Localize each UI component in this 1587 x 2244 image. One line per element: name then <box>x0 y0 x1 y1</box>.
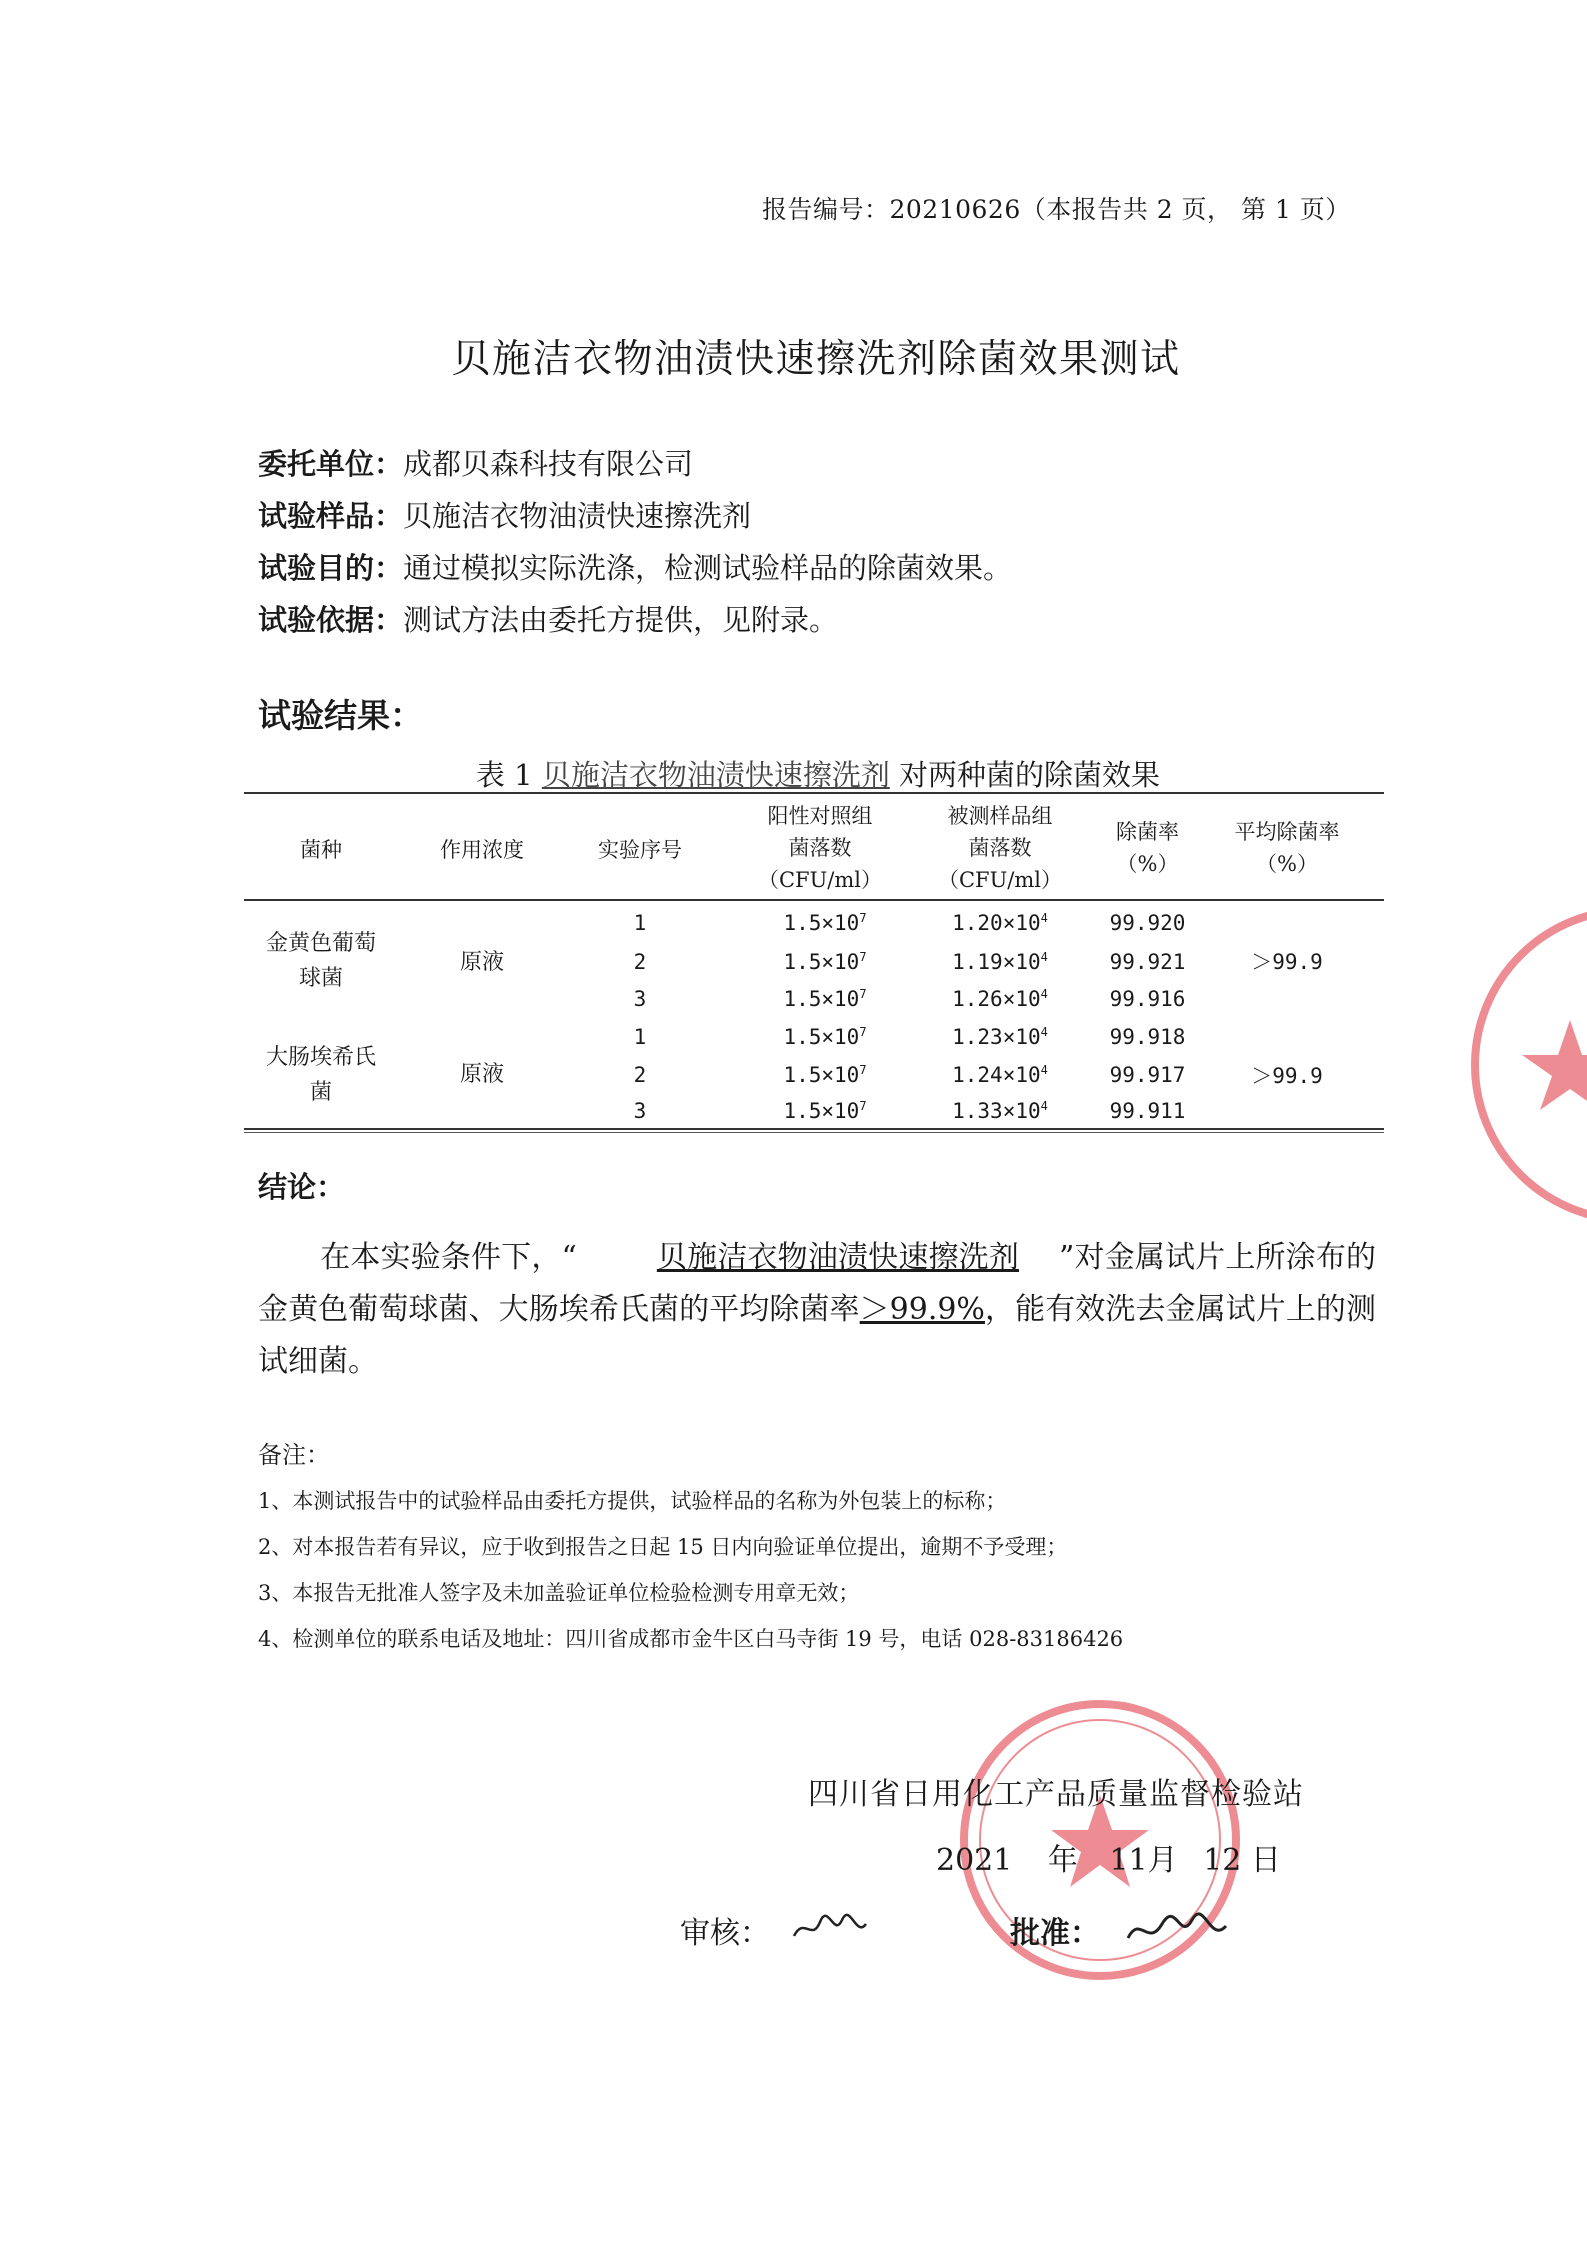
control-exp: 7 <box>859 1025 867 1039</box>
date-year-unit: 年 <box>1047 1843 1078 1878</box>
results-heading: 试验结果： <box>258 696 423 735</box>
conclusion-p1: 在本实验条件下，“ <box>320 1240 577 1275</box>
control-mantissa: 1.5×10 <box>783 1099 860 1123</box>
header-control-l1: 阳性对照组 <box>767 804 873 828</box>
row-rate: 99.918 <box>1109 1025 1186 1049</box>
approver-signature <box>1122 1908 1232 1954</box>
group-species <box>255 1040 387 1110</box>
group-concentration: 原液 <box>459 950 504 975</box>
info-key: 试验依据： <box>258 603 404 637</box>
row-rate: 99.917 <box>1109 1063 1186 1087</box>
group-concentration: 原液 <box>459 1062 504 1087</box>
header-rate-l2: （%） <box>1116 852 1179 876</box>
date-month: 11 <box>1109 1843 1148 1878</box>
sample-mantissa: 1.19×10 <box>952 950 1041 974</box>
row-seq: 1 <box>633 1025 647 1049</box>
info-row-sample <box>258 490 1012 542</box>
row-rate: 99.916 <box>1109 987 1186 1011</box>
conclusion-rate: ＞99.9% <box>859 1292 985 1327</box>
sample-exp: 4 <box>1040 1025 1048 1039</box>
caption-sample: 贝施洁衣物油渍快速擦洗剂 <box>541 758 890 792</box>
control-mantissa: 1.5×10 <box>783 987 860 1011</box>
note-item: 4、检测单位的联系电话及地址：四川省成都市金牛区白马寺街 19 号，电话 028-83186426 <box>258 1627 1124 1651</box>
row-seq: 2 <box>633 1063 647 1087</box>
sample-exp: 4 <box>1040 1099 1048 1113</box>
reviewer-signature <box>790 1908 870 1948</box>
row-control <box>745 1099 905 1123</box>
row-seq: 2 <box>633 950 647 974</box>
row-seq: 3 <box>633 987 647 1011</box>
date-month-unit: 月 <box>1147 1843 1178 1878</box>
note-item: 2、对本报告若有异议，应于收到报告之日起 15 日内向验证单位提出，逾期不予受理； <box>258 1535 1068 1559</box>
report-date <box>936 1835 1281 1879</box>
caption-suffix: 对两种菌的除菌效果 <box>899 758 1161 792</box>
table-caption <box>0 753 1587 794</box>
report-number: 报告编号：20210626（本报告共 2 页， 第 1 页） <box>762 195 1351 224</box>
signature-stroke <box>1128 1914 1226 1938</box>
info-key: 试验样品： <box>258 499 404 533</box>
group-avg: ＞99.9 <box>1251 1064 1323 1088</box>
sample-mantissa: 1.23×10 <box>952 1025 1041 1049</box>
header-rate <box>1095 816 1200 880</box>
reviewer-label: 审核： <box>680 1916 770 1951</box>
group-species <box>255 926 387 996</box>
date-day: 12 <box>1203 1843 1242 1878</box>
row-sample <box>920 987 1080 1011</box>
info-key: 试验目的： <box>258 551 404 585</box>
header-control <box>735 800 905 896</box>
group-species-l2: 菌 <box>309 1080 332 1105</box>
organization-name: 四川省日用化工产品质量监督检验站 <box>808 1777 1304 1812</box>
header-sample-l3: （CFU/ml） <box>937 868 1063 892</box>
note-item: 3、本报告无批准人签字及未加盖验证单位检验检测专用章无效； <box>258 1581 860 1605</box>
table-top-rule <box>244 792 1384 794</box>
note-item: 1、本测试报告中的试验样品由委托方提供，试验样品的名称为外包装上的标称； <box>258 1489 1007 1513</box>
header-seq: 实验序号 <box>598 838 682 862</box>
row-rate: 99.911 <box>1109 1099 1186 1123</box>
group-avg: ＞99.9 <box>1251 950 1323 974</box>
info-value: 贝施洁衣物油渍快速擦洗剂 <box>403 499 752 533</box>
reviewer-field <box>680 1908 870 1952</box>
control-exp: 7 <box>859 1099 867 1113</box>
row-rate: 99.920 <box>1109 911 1186 935</box>
header-avg <box>1212 816 1362 880</box>
header-avg-l1: 平均除菌率 <box>1234 820 1340 844</box>
sample-mantissa: 1.33×10 <box>952 1099 1041 1123</box>
conclusion-p2: ”对金属试片上所涂布的金黄色葡萄球菌、大肠埃希氏菌的平均除菌率 <box>258 1240 1377 1327</box>
header-rate-l1: 除菌率 <box>1116 820 1179 844</box>
row-control <box>745 911 905 935</box>
date-year: 2021 <box>936 1843 1013 1878</box>
row-sample <box>920 1099 1080 1123</box>
conclusion-heading: 结论： <box>258 1170 346 1204</box>
notes-heading: 备注： <box>258 1441 330 1469</box>
notes-block <box>258 1432 1123 1662</box>
row-seq: 1 <box>633 911 647 935</box>
info-row-purpose <box>258 542 1012 594</box>
sample-mantissa: 1.26×10 <box>952 987 1041 1011</box>
header-sample-l2: 菌落数 <box>968 836 1032 860</box>
info-row-client <box>258 438 1012 490</box>
control-exp: 7 <box>859 911 867 925</box>
header-species: 菌种 <box>300 838 342 862</box>
header-avg-l2: （%） <box>1256 852 1318 876</box>
approver-field <box>1010 1908 1232 1954</box>
control-exp: 7 <box>859 1063 867 1077</box>
info-value: 测试方法由委托方提供，见附录。 <box>403 603 839 637</box>
conclusion-text <box>258 1232 1376 1388</box>
header-sample-l1: 被测样品组 <box>947 804 1053 828</box>
side-seal-stamp <box>1470 900 1587 1230</box>
row-seq: 3 <box>633 1099 647 1123</box>
control-mantissa: 1.5×10 <box>783 911 860 935</box>
header-concentration: 作用浓度 <box>440 838 524 862</box>
row-control <box>745 1025 905 1049</box>
info-value: 成都贝森科技有限公司 <box>403 447 694 481</box>
table-bottom-rule <box>244 1128 1384 1130</box>
row-control <box>745 987 905 1011</box>
row-sample <box>920 1063 1080 1087</box>
sample-exp: 4 <box>1040 1063 1048 1077</box>
control-mantissa: 1.5×10 <box>783 1063 860 1087</box>
row-sample <box>920 950 1080 974</box>
header-control-l2: 菌落数 <box>788 836 852 860</box>
table-header-rule <box>244 899 1384 901</box>
sample-exp: 4 <box>1040 950 1048 964</box>
header-control-l3: （CFU/ml） <box>757 868 883 892</box>
page-title: 贝施洁衣物油渍快速擦洗剂除菌效果测试 <box>451 337 1181 382</box>
sample-mantissa: 1.24×10 <box>952 1063 1041 1087</box>
sample-exp: 4 <box>1040 987 1048 1001</box>
info-block <box>258 438 1012 646</box>
table-bottom-rule-2 <box>244 1132 1384 1133</box>
row-control <box>745 950 905 974</box>
row-control <box>745 1063 905 1087</box>
row-sample <box>920 911 1080 935</box>
group-species-l2: 球菌 <box>298 966 343 991</box>
signature-stroke <box>794 1915 866 1936</box>
info-value: 通过模拟实际洗涤，检测试验样品的除菌效果。 <box>403 551 1013 585</box>
sample-mantissa: 1.20×10 <box>952 911 1041 935</box>
control-mantissa: 1.5×10 <box>783 1025 860 1049</box>
date-day-unit: 日 <box>1250 1843 1281 1878</box>
row-rate: 99.921 <box>1109 950 1186 974</box>
conclusion-sample: 贝施洁衣物油渍快速擦洗剂 <box>656 1240 1020 1275</box>
sample-exp: 4 <box>1040 911 1048 925</box>
group-species-l1: 大肠埃希氏 <box>265 1045 376 1070</box>
info-row-basis <box>258 594 1012 646</box>
group-species-l1: 金黄色葡萄 <box>265 931 376 956</box>
control-exp: 7 <box>859 987 867 1001</box>
header-sample <box>910 800 1090 896</box>
approver-label: 批准： <box>1010 1916 1100 1951</box>
conclusion-p3: ，能有效洗去金属试片上的测试细菌。 <box>258 1292 1377 1379</box>
stamp-star <box>1522 1020 1587 1110</box>
control-exp: 7 <box>859 950 867 964</box>
control-mantissa: 1.5×10 <box>783 950 860 974</box>
row-sample <box>920 1025 1080 1049</box>
caption-prefix: 表 1 <box>475 758 533 792</box>
info-key: 委托单位： <box>258 447 404 481</box>
